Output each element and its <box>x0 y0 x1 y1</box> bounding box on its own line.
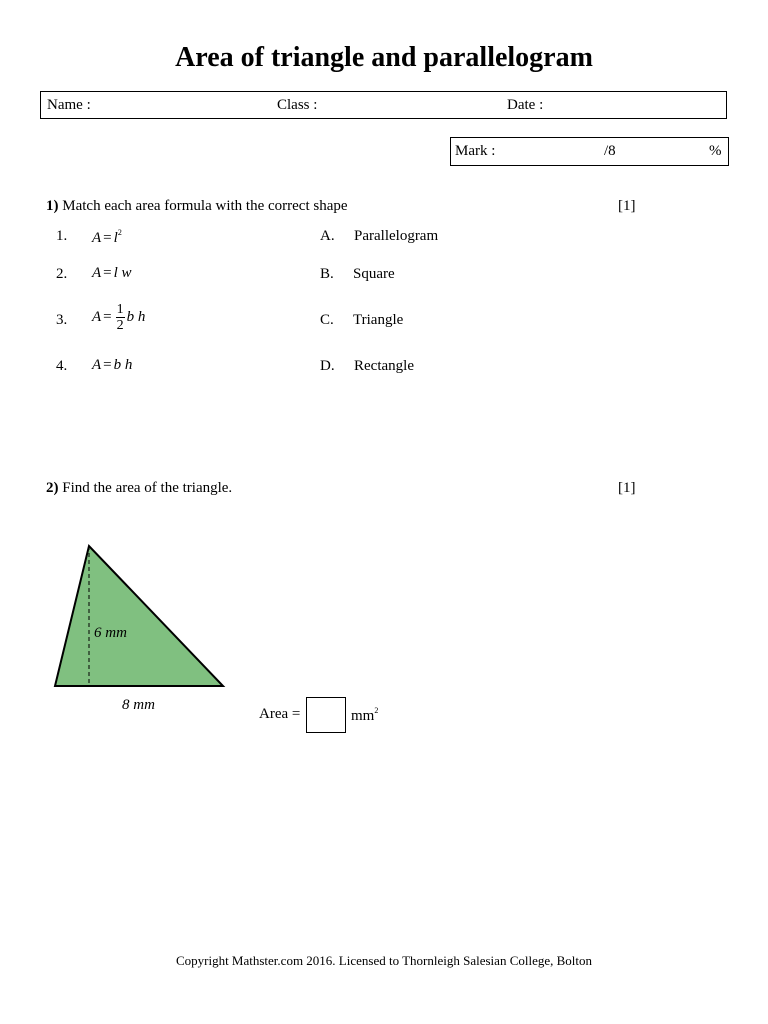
shape-a-letter: A. <box>320 228 335 244</box>
question-1-number: 1) <box>46 198 59 214</box>
page-title: Area of triangle and parallelogram <box>175 42 593 73</box>
mark-label: Mark : <box>455 143 496 159</box>
shape-c-name: Triangle <box>353 312 404 328</box>
formula-1-var: l <box>113 230 118 246</box>
formula-2-lhs: A <box>92 265 102 281</box>
formula-2-index: 2. <box>56 266 68 282</box>
formula-3-rhs: b h <box>126 309 146 325</box>
formula-4-rhs: b h <box>113 357 133 373</box>
date-label: Date : <box>507 97 544 113</box>
formula-3-numerator: 1 <box>116 302 124 317</box>
class-label: Class : <box>277 97 318 113</box>
formula-1-sup: 2 <box>117 228 122 237</box>
formula-3-denominator: 2 <box>116 318 124 333</box>
height-label: 6 mm <box>94 625 127 641</box>
area-unit-sup: 2 <box>374 706 379 715</box>
name-label: Name : <box>47 97 91 113</box>
triangle-shape <box>55 546 223 686</box>
shape-b-letter: B. <box>320 266 334 282</box>
formula-2-rhs: l w <box>113 265 132 281</box>
formula-1-index: 1. <box>56 228 68 244</box>
area-unit <box>351 706 378 725</box>
area-label: Area = <box>259 706 301 722</box>
shape-d-name: Rectangle <box>354 358 414 374</box>
formula-4-index: 4. <box>56 358 68 374</box>
base-label: 8 mm <box>122 697 155 713</box>
formula-4-lhs: A <box>92 357 102 373</box>
mark-percent: % <box>709 143 722 159</box>
question-2-marks: [1] <box>618 480 636 496</box>
formula-1-lhs: A <box>92 230 102 246</box>
mark-total: /8 <box>604 143 616 159</box>
formula-3-lhs: A <box>92 309 102 325</box>
question-1-marks: [1] <box>618 198 636 214</box>
shape-c-letter: C. <box>320 312 334 328</box>
shape-d-letter: D. <box>320 358 335 374</box>
area-unit-text: mm <box>351 708 375 724</box>
formula-2-eq: = <box>103 265 112 281</box>
question-2-text: Find the area of the triangle. <box>62 480 233 496</box>
shape-b-name: Square <box>353 266 395 282</box>
area-answer-box[interactable] <box>306 697 346 733</box>
formula-4-eq: = <box>103 357 112 373</box>
formula-1-eq: = <box>103 230 112 246</box>
formula-3-index: 3. <box>56 312 68 328</box>
question-1-text: Match each area formula with the correct shape <box>62 198 348 214</box>
question-2-number: 2) <box>46 480 59 496</box>
shape-a-name: Parallelogram <box>354 228 439 244</box>
copyright-footer: Copyright Mathster.com 2016. Licensed to Thornleigh Salesian College, Bolton <box>175 953 593 968</box>
formula-3-eq: = <box>103 309 112 325</box>
